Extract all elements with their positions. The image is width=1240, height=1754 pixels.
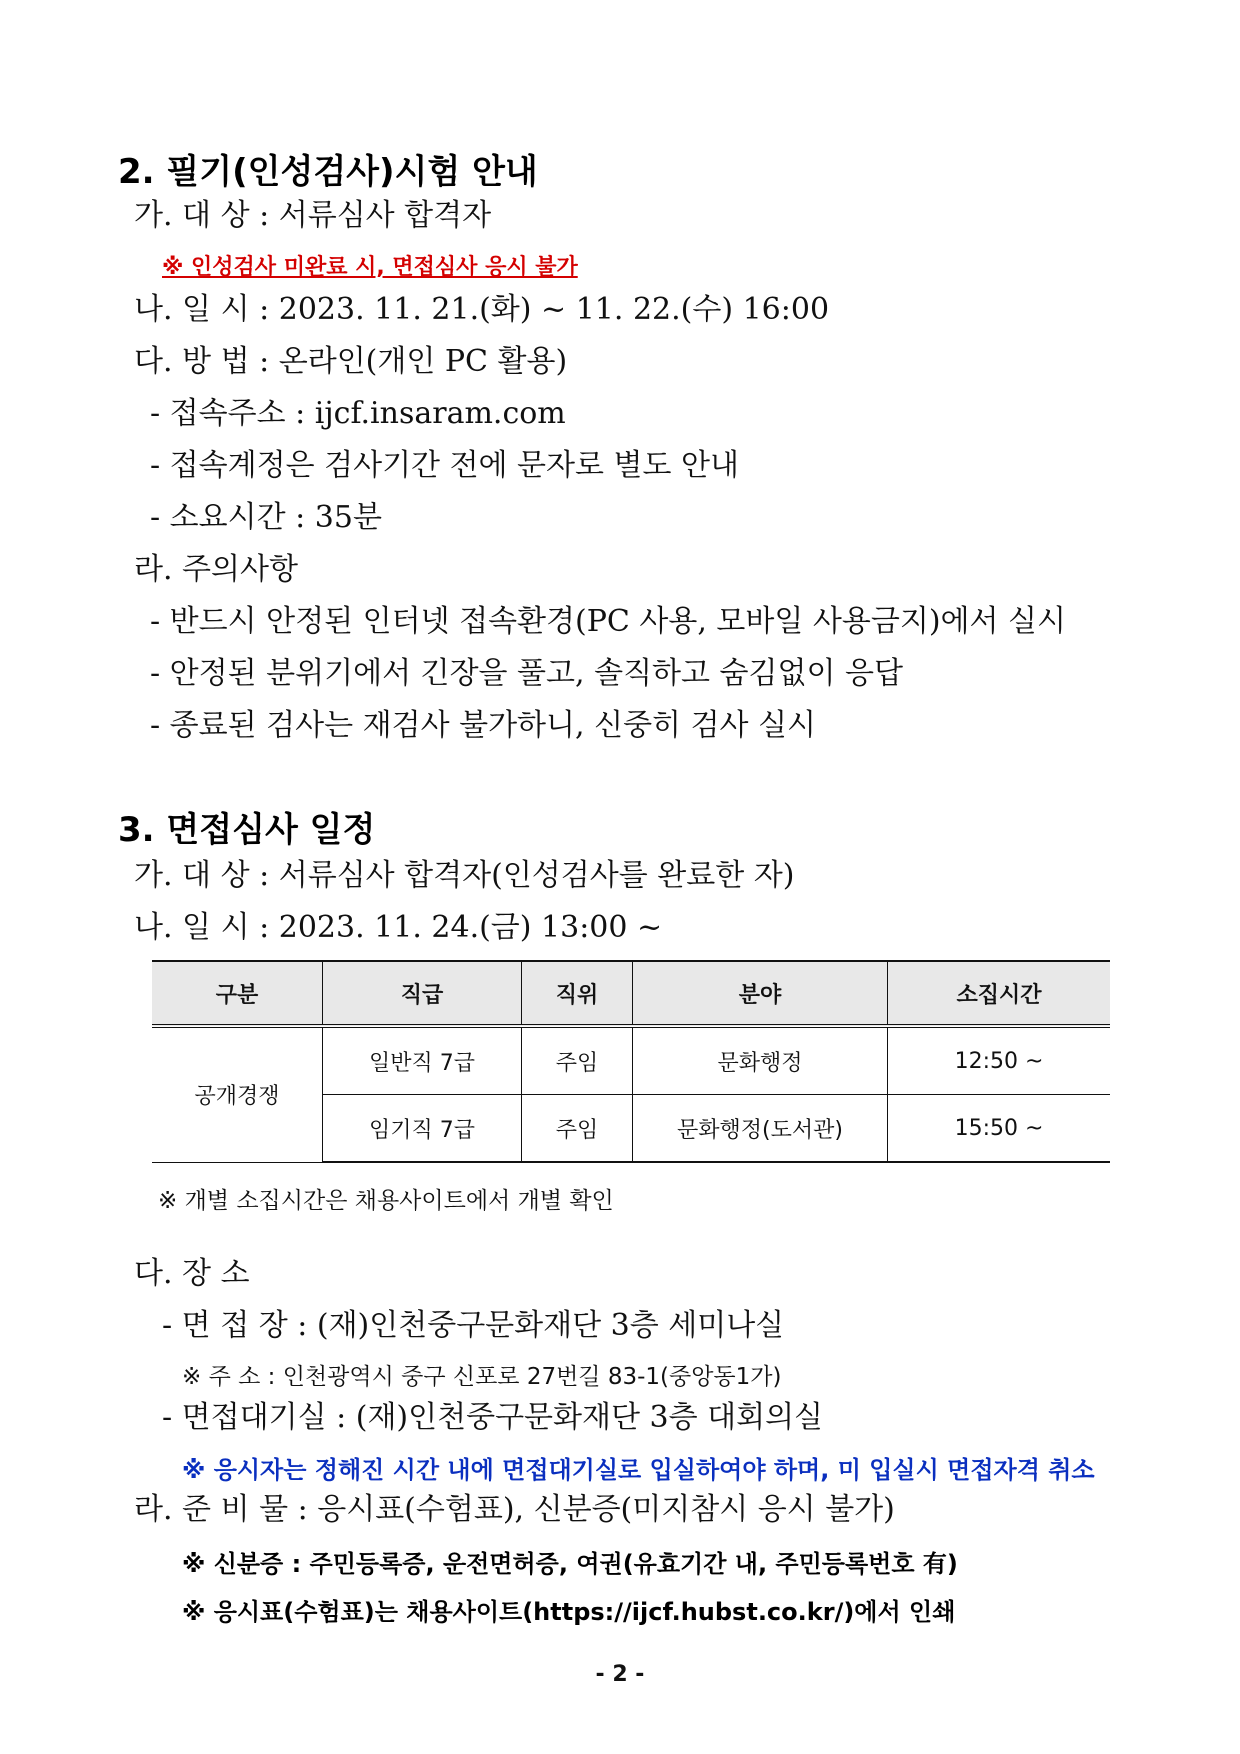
caution-item: - 반드시 안정된 인터넷 접속환경(PC 사용, 모바일 사용금지)에서 실시 (150, 604, 1066, 639)
table-cell: 문화행정 (633, 1026, 888, 1095)
table-note: ※ 개별 소집시간은 채용사이트에서 개별 확인 (158, 1188, 614, 1214)
method-item: - 소요시간 : 35분 (150, 500, 382, 535)
section-3-place: 다. 장 소 (134, 1256, 250, 1291)
waiting-note: ※ 응시자는 정해진 시간 내에 면접대기실로 입실하여야 하며, 미 입실시 면접자격 취소 (182, 1456, 1095, 1484)
section-3-title: 3. 면접심사 일정 (118, 810, 376, 850)
table-row (152, 1026, 1110, 1095)
section-2-title: 2. 필기(인성검사)시험 안내 (118, 152, 538, 192)
section-2-target: 가. 대 상 : 서류심사 합격자 (134, 198, 492, 233)
table-header-cell: 직급 (323, 961, 522, 1026)
table-header-cell: 분야 (633, 961, 888, 1026)
interview-room: - 면 접 장 : (재)인천중구문화재단 3층 세미나실 (162, 1308, 785, 1343)
method-item: - 접속계정은 검사기간 전에 문자로 별도 안내 (150, 448, 739, 483)
table-cell: 주임 (522, 1095, 633, 1163)
page-number: - 2 - (595, 1662, 645, 1687)
table-header-cell: 직위 (522, 961, 633, 1026)
section-2-date: 나. 일 시 : 2023. 11. 21.(화) ~ 11. 22.(수) 16:00 (134, 292, 830, 327)
waiting-room: - 면접대기실 : (재)인천중구문화재단 3층 대회의실 (162, 1400, 824, 1435)
table-cell: 15:50 ~ (888, 1095, 1111, 1163)
table-cell: 12:50 ~ (888, 1026, 1111, 1095)
section-2-method: 다. 방 법 : 온라인(개인 PC 활용) (134, 344, 568, 379)
table-group-cell: 공개경쟁 (152, 1026, 323, 1162)
table-cell: 일반직 7급 (323, 1026, 522, 1095)
table-header-row (152, 961, 1110, 1026)
interview-schedule-table (152, 960, 1110, 1163)
section-3-target: 가. 대 상 : 서류심사 합격자(인성검사를 완료한 자) (134, 858, 795, 893)
ticket-note: ※ 응시표(수험표)는 채용사이트(https://ijcf.hubst.co.kr/)에서 인쇄 (182, 1598, 956, 1626)
section-2-caution: 라. 주의사항 (134, 552, 298, 587)
id-note: ※ 신분증 : 주민등록증, 운전면허증, 여권(유효기간 내, 주민등록번호 有) (182, 1550, 958, 1578)
method-item: - 접속주소 : ijcf.insaram.com (150, 396, 566, 431)
address-note: ※ 주 소 : 인천광역시 중구 신포로 27번길 83-1(중앙동1가) (182, 1364, 782, 1390)
table-cell: 문화행정(도서관) (633, 1095, 888, 1163)
section-2-warning: ※ 인성검사 미완료 시, 면접심사 응시 불가 (162, 255, 578, 280)
table-cell: 주임 (522, 1026, 633, 1095)
section-3-items: 라. 준 비 물 : 응시표(수험표), 신분증(미지참시 응시 불가) (134, 1492, 895, 1527)
section-3-date: 나. 일 시 : 2023. 11. 24.(금) 13:00 ~ (134, 910, 663, 945)
caution-item: - 안정된 분위기에서 긴장을 풀고, 솔직하고 숨김없이 응답 (150, 656, 903, 691)
table-header-cell: 소집시간 (888, 961, 1111, 1026)
table-cell: 임기직 7급 (323, 1095, 522, 1163)
table-header-cell: 구분 (152, 961, 323, 1026)
caution-item: - 종료된 검사는 재검사 불가하니, 신중히 검사 실시 (150, 708, 817, 743)
